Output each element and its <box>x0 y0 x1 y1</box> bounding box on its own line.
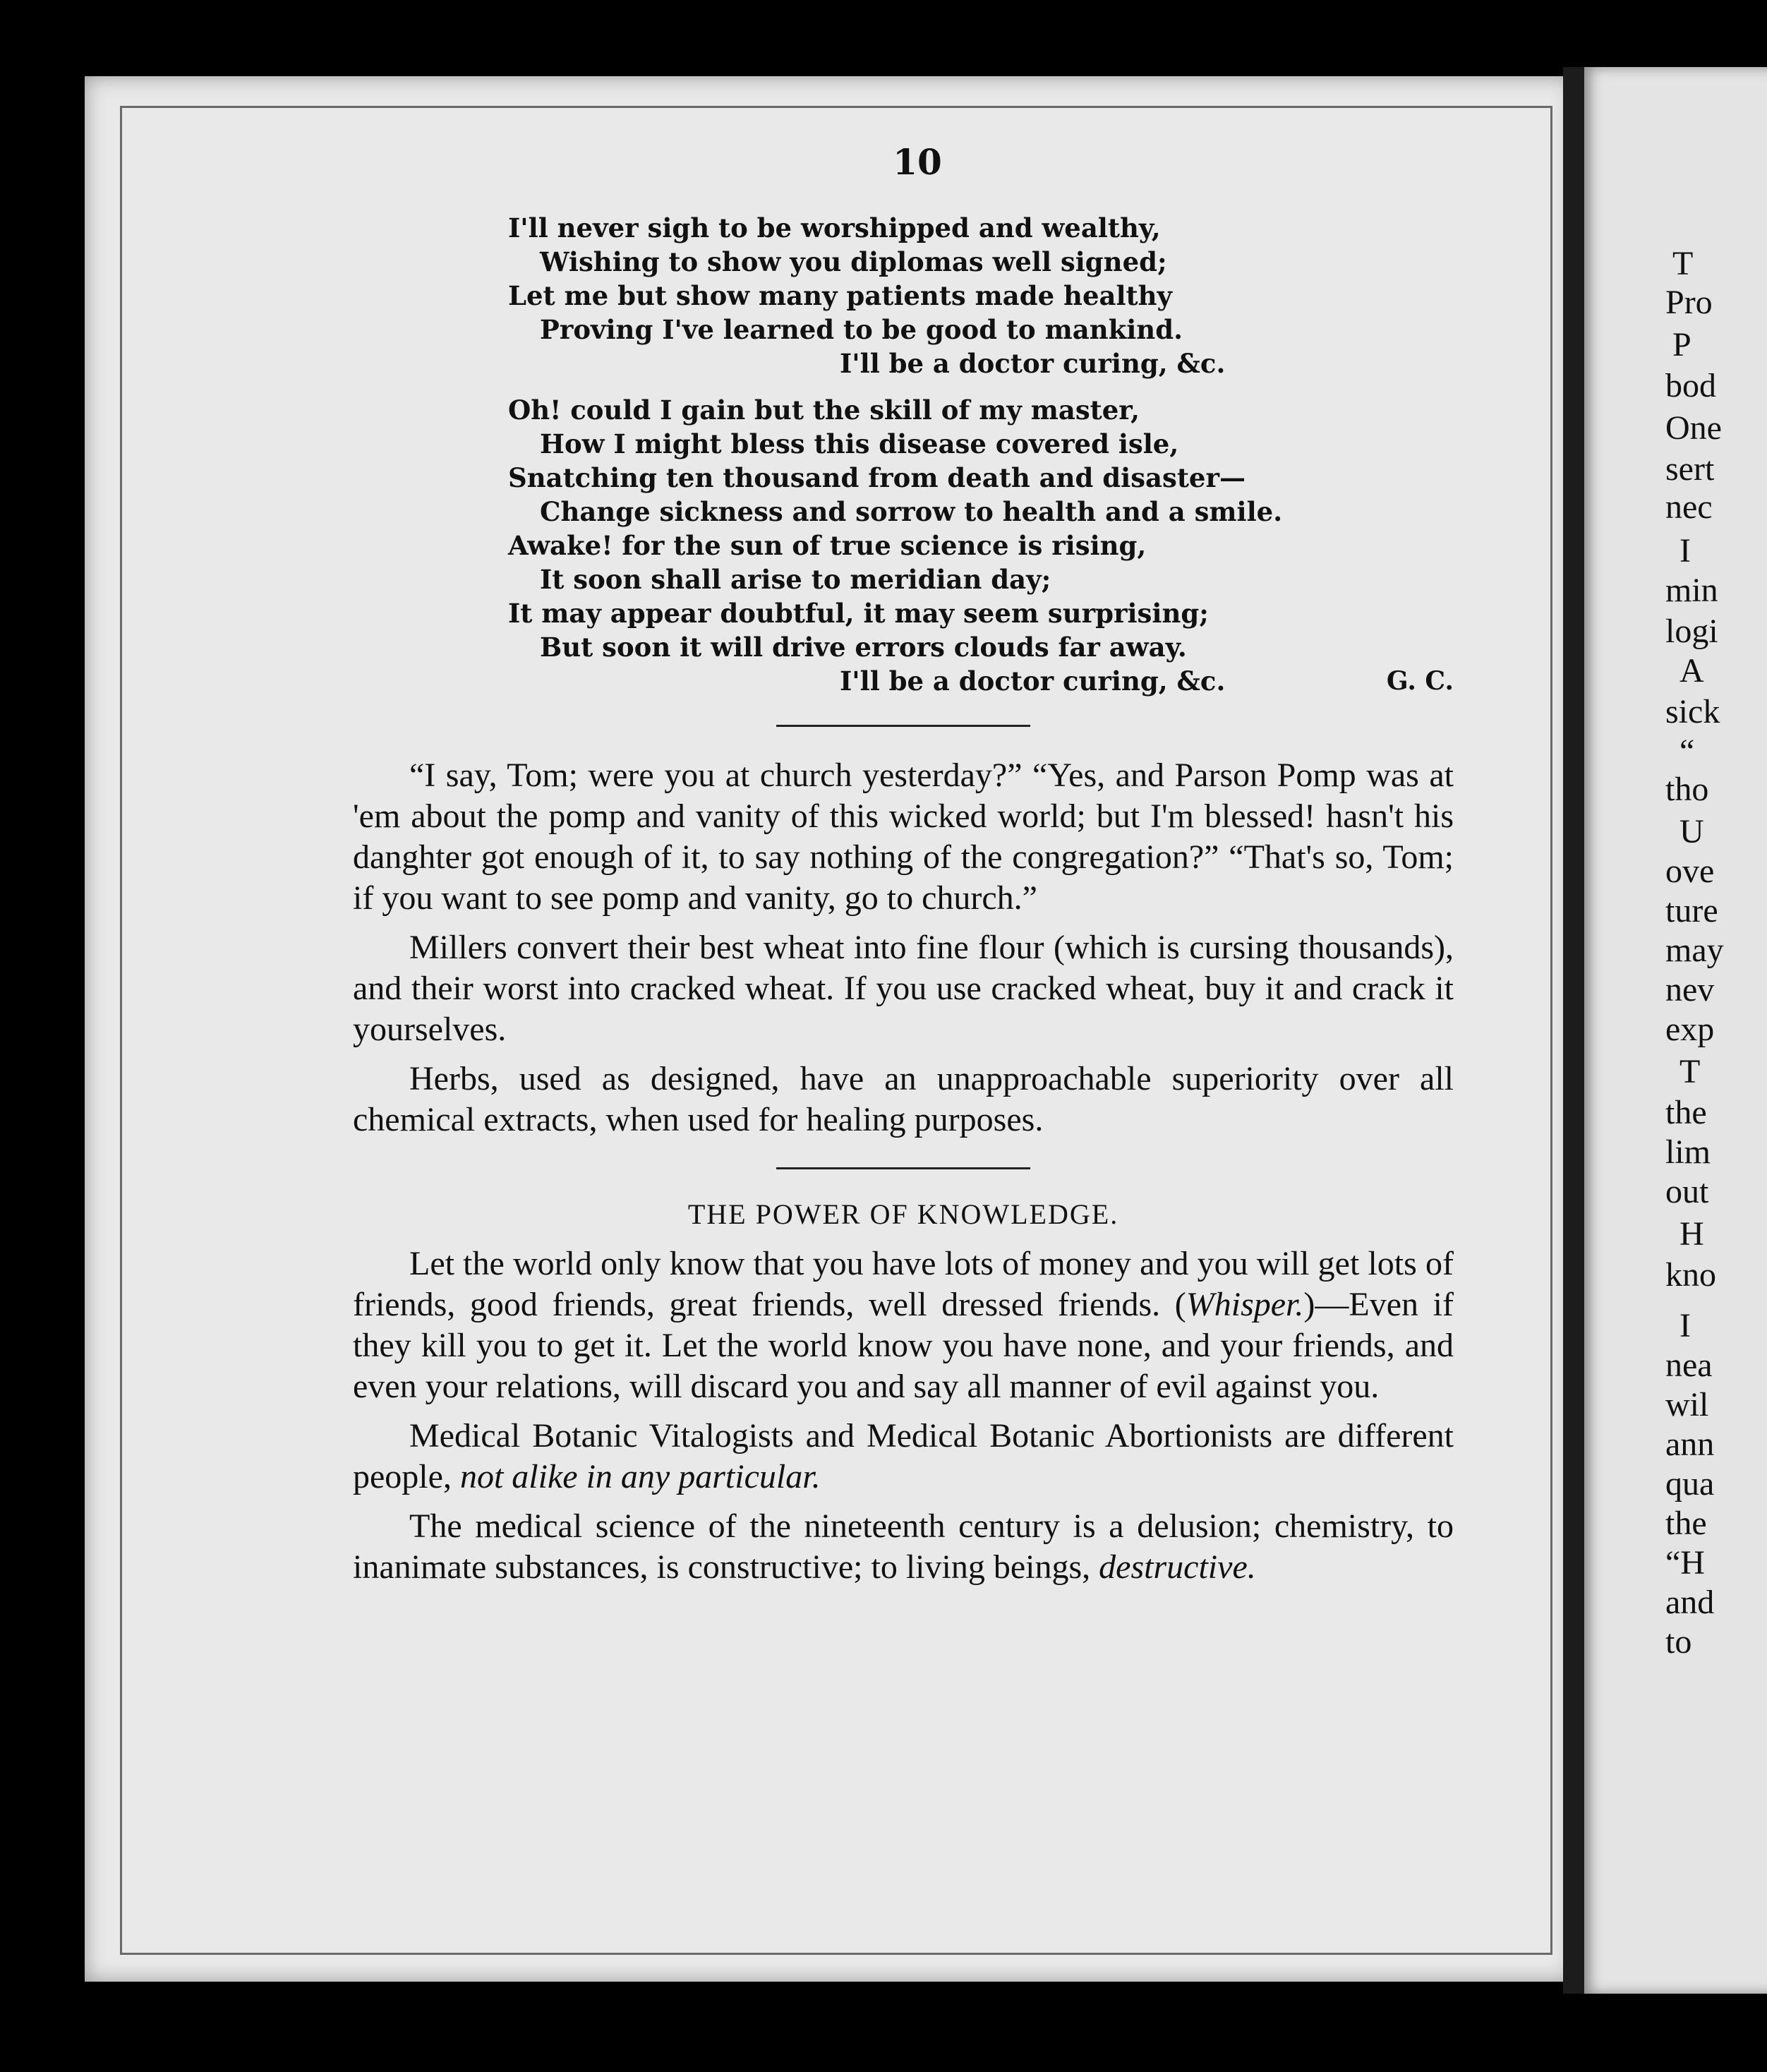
right-page-fragment: T <box>1679 1053 1701 1090</box>
right-page-fragment: logi <box>1665 613 1718 650</box>
right-page-fragment: “ <box>1679 733 1695 770</box>
poem-refrain <box>353 664 1454 698</box>
right-page-fragment: I <box>1679 532 1691 570</box>
poem <box>353 211 1454 698</box>
poem-signature: G. C. <box>1386 666 1454 696</box>
right-page-fragment: to <box>1665 1623 1692 1661</box>
poem-line: Proving I've learned to be good to mankind. <box>540 314 1183 345</box>
poem-line: Wishing to show you diplomas well signed; <box>540 246 1167 277</box>
whisper-emphasis: Whisper. <box>1186 1286 1304 1323</box>
right-page-fragment: sert <box>1665 450 1715 488</box>
poem-line: It may appear doubtful, it may seem surprising; <box>508 598 1209 629</box>
right-page-fragment: min <box>1665 572 1718 609</box>
poem-line: I'll be a doctor curing, &c. <box>840 348 1226 379</box>
destructive-emphasis: destructive. <box>1099 1548 1256 1586</box>
right-page-fragment: bod <box>1665 367 1716 404</box>
right-page-fragment: and <box>1665 1584 1715 1621</box>
poem-stanza-1 <box>353 211 1454 380</box>
poem-line: How I might bless this disease covered isle, <box>540 428 1179 459</box>
abortionists-paragraph: Medical Botanic Vitalogists and Medical Botanic Abortionists are different people, not alike in any particular. <box>353 1417 1454 1495</box>
right-page-fragment: nec <box>1665 488 1713 526</box>
poem-line: Oh! could I gain but the skill of my master, <box>508 394 1140 426</box>
section-divider <box>776 1167 1030 1169</box>
right-page-fragment: out <box>1665 1173 1709 1210</box>
right-page-fragment: ann <box>1665 1426 1715 1463</box>
right-page-fragment: U <box>1679 813 1704 850</box>
right-page-fragment: wil <box>1665 1386 1709 1423</box>
right-page-fragment: sick <box>1665 693 1720 730</box>
poem-line: It soon shall arise to meridian day; <box>540 564 1051 595</box>
not-alike-emphasis: not alike in any particular. <box>459 1458 821 1495</box>
right-page-fragment: Pro <box>1665 284 1713 321</box>
page-number: 10 <box>893 141 942 183</box>
section-divider <box>776 725 1030 727</box>
poem-line: Change sickness and sorrow to health and a smile. <box>540 496 1283 527</box>
poem-line: I'll never sigh to be worshipped and wealthy, <box>508 212 1161 243</box>
right-page-fragment: ture <box>1665 892 1718 929</box>
right-page-fragment: nev <box>1665 971 1715 1008</box>
poem-line: Awake! for the sun of true science is rising, <box>508 530 1147 561</box>
right-page-fragment: P <box>1672 326 1691 363</box>
right-page-fragment: kno <box>1665 1256 1716 1294</box>
right-page-fragment: qua <box>1665 1465 1715 1502</box>
poem-line: Snatching ten thousand from death and disaster— <box>508 462 1246 493</box>
right-page-fragment: the <box>1665 1094 1707 1131</box>
right-page-fragment: A <box>1679 652 1704 689</box>
right-page-fragment: the <box>1665 1505 1707 1542</box>
right-page-fragment: “H <box>1665 1544 1705 1582</box>
right-page-fragment: ove <box>1665 853 1715 890</box>
right-page-fragment: T <box>1672 245 1694 282</box>
millers-paragraph: Millers convert their best wheat into fine flour (which is cursing thousands), and their worst into cracked wheat. If you use cracked wheat, buy it and crack it yourselves. <box>353 929 1454 1048</box>
right-page-fragment: H <box>1679 1215 1704 1253</box>
poem-line: Let me but show many patients made healthy <box>508 280 1173 311</box>
church-anecdote: “I say, Tom; were you at church yesterday?” “Yes, and Parson Pomp was at 'em about the pomp and vanity of this wicked world; but I'm blessed! hasn't his danghter got enough of it, to say nothing of the congregation?” “That's so, Tom; if you want to see pomp and vanity, go to church.” <box>353 757 1454 917</box>
right-page-fragment: may <box>1665 932 1724 969</box>
right-page-fragment: nea <box>1665 1347 1713 1384</box>
right-page-fragment: lim <box>1665 1133 1711 1171</box>
right-page-fragment: One <box>1665 409 1722 447</box>
knowledge-paragraph: Let the world only know that you have lots of money and you will get lots of friends, good friends, great friends, well dressed friends. (Whisper.)—Even if they kill you to get it. Let the world know you have none, and your friends, and even your relations, will discard you and say all manner of evil against you. <box>353 1245 1454 1405</box>
poem-line: But soon it will drive errors clouds far away. <box>540 632 1187 663</box>
poem-stanza-2 <box>353 393 1454 698</box>
book-gutter <box>1563 67 1586 1994</box>
section-heading: THE POWER OF KNOWLEDGE. <box>687 1198 1119 1230</box>
right-page-fragment: tho <box>1665 771 1709 808</box>
herbs-paragraph: Herbs, used as designed, have an unapproachable superiority over all chemical extracts, when used for healing purposes. <box>353 1060 1454 1138</box>
right-page-fragment: I <box>1679 1307 1691 1344</box>
right-page-fragment: exp <box>1665 1011 1715 1048</box>
right-page <box>1584 67 1767 1994</box>
refrain-text: I'll be a doctor curing, &c. <box>840 665 1226 697</box>
delusion-paragraph: The medical science of the nineteenth century is a delusion; chemistry, to inanimate substances, is constructive; to living beings, destructive. <box>353 1507 1454 1586</box>
page-content <box>353 141 1454 1596</box>
